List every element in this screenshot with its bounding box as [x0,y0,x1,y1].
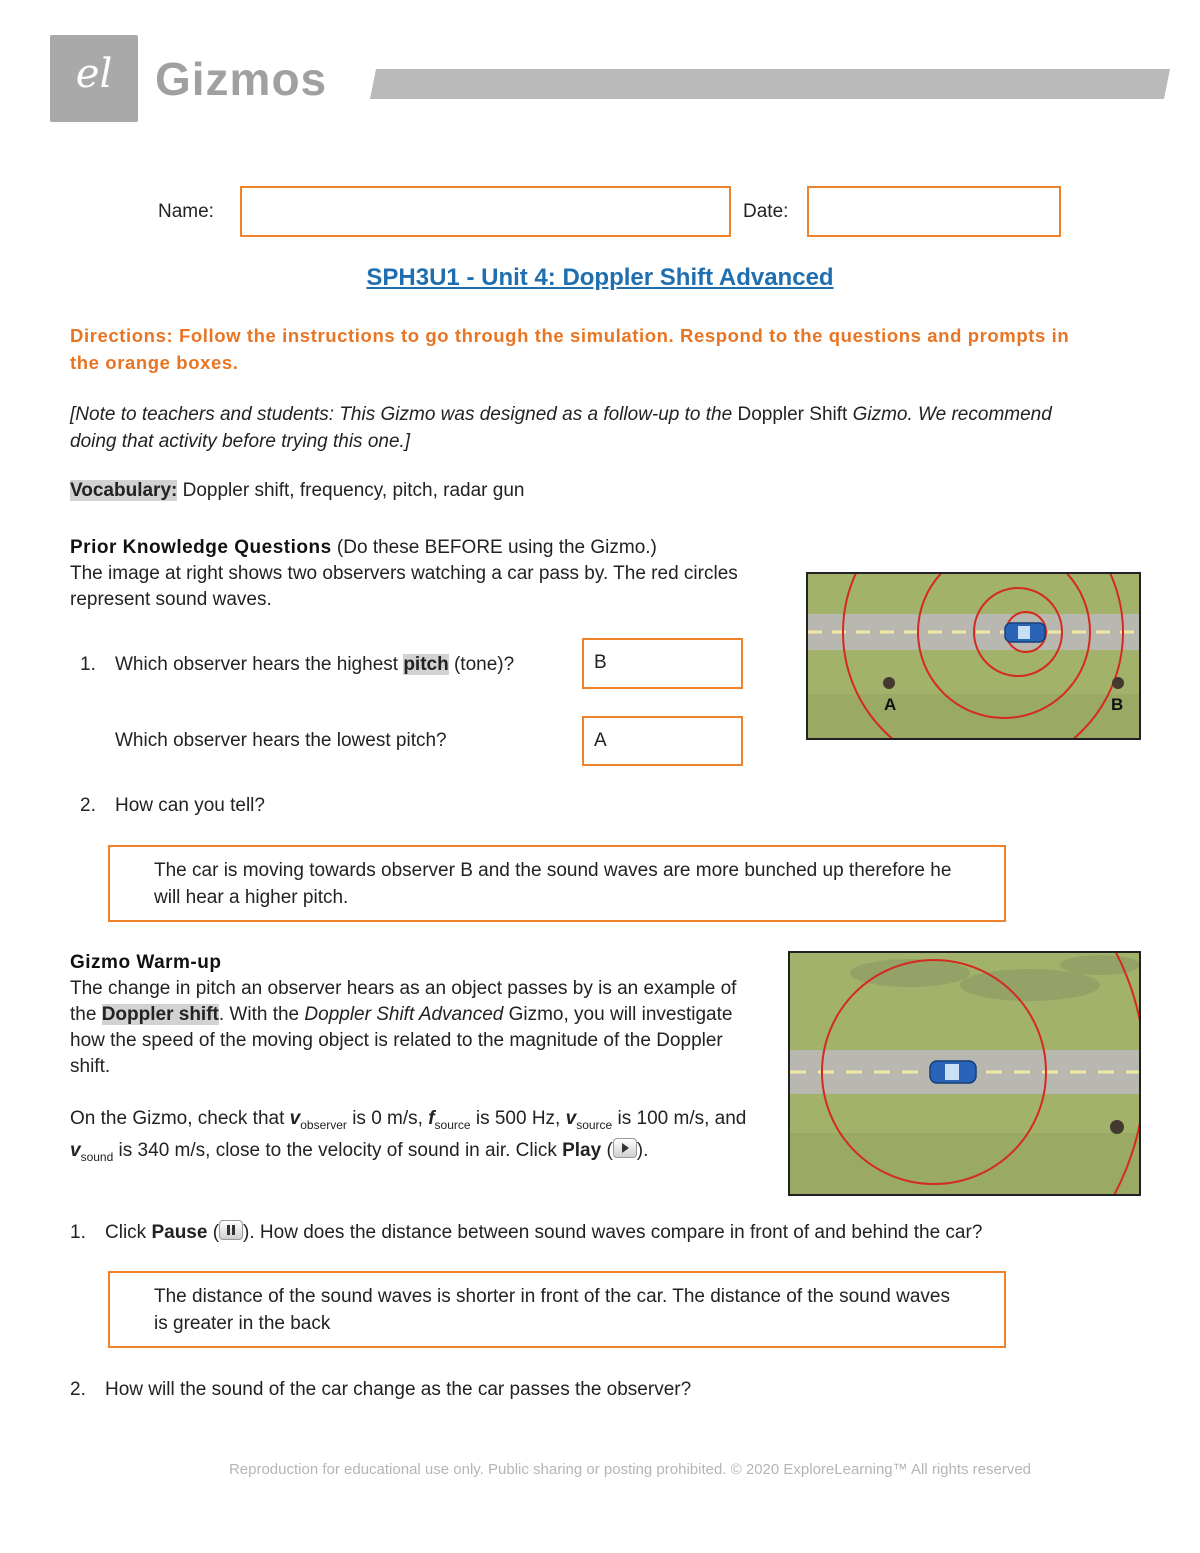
warmup-q1-a: Click [105,1222,152,1243]
warmup-p1-c: Gizmo, you will investigate how the speed of the moving object is related to the magnitude of the Doppler shift. [70,1004,733,1077]
header-bar [370,69,1170,99]
warmup-q1-number: 1. [70,1222,86,1243]
vocabulary-label: Vocabulary: [70,480,178,501]
prior-knowledge-section [70,535,770,613]
prior-q1b: Which observer hears the lowest pitch? [115,730,447,751]
name-field[interactable] [240,186,731,237]
warmup-p1-italic: Doppler Shift Advanced [304,1004,504,1025]
prior-q1-number: 1. [80,654,96,675]
play-icon [613,1138,637,1158]
prior-q2-answer[interactable]: The car is moving towards observer B and the sound waves are more bunched up therefore he will hear a higher pitch. [108,845,1006,922]
directions-text: Directions: Follow the instructions to go through the simulation. Respond to the questions and prompts in the orange boxes. [70,325,1070,373]
prior-heading: Prior Knowledge Questions [70,537,332,558]
observer-label-a: A [884,695,897,714]
prior-q1-text-b: (tone)? [448,654,515,675]
v-symbol-3: v [70,1139,81,1161]
prior-heading-note: (Do these BEFORE using the Gizmo.) [331,537,657,558]
warmup-p2-c: is 500 Hz, [470,1108,566,1129]
warmup-q1 [105,1220,1165,1246]
doppler-image-2 [790,953,1139,1194]
date-label: Date: [743,201,789,222]
prior-intro: The image at right shows two observers watching a car pass by. The red circles represent sound waves. [70,563,738,610]
warmup-section [70,950,760,1170]
prior-q1b-answer[interactable]: A [582,716,743,766]
pitch-highlight: pitch [403,654,449,675]
vocabulary-terms: Doppler shift, frequency, pitch, radar gun [177,480,525,501]
warmup-p1-a: The change in pitch an observer hears as an object passes by is an example of the [70,978,737,1025]
prior-q2-number: 2. [80,795,96,816]
sub-sound: sound [80,1149,114,1164]
warmup-p2-d: is 100 m/s, and [612,1108,747,1129]
doppler-shift-highlight: Doppler shift [101,1004,219,1025]
sub-source-2: source [576,1117,613,1132]
warmup-paragraph-2 [70,1106,760,1170]
warmup-q2-number: 2. [70,1379,86,1400]
warmup-heading: Gizmo Warm-up [70,952,222,973]
v-symbol-2: v [565,1108,577,1129]
note-part-a: [Note to teachers and students: This Gizmo was designed as a follow-up to the [70,404,738,425]
warmup-p2-g: ). [636,1139,649,1161]
warmup-p2-b: is 0 m/s, [346,1108,429,1129]
brand-name: Gizmos [155,53,328,105]
warmup-q1-answer[interactable]: The distance of the sound waves is shorter in front of the car. The distance of the sound waves is greater in the back [108,1271,1006,1348]
warmup-q1-c: ). How does the distance between sound waves compare in front of and behind the car? [243,1222,983,1243]
vocabulary [70,480,524,502]
footer-copyright: Reproduction for educational use only. Public sharing or posting prohibited. © 2020 ExploreLearning™ All rights reserved [228,1461,1032,1478]
warmup-q1-b: ( [207,1222,220,1243]
f-symbol: f [428,1108,435,1129]
warmup-p1-b: . With the [218,1004,305,1025]
warmup-p2-a: On the Gizmo, check that [70,1108,290,1129]
logo-text: el [75,51,113,97]
prior-simulation-image [806,572,1141,740]
prior-q2: How can you tell? [115,795,265,816]
warmup-q2: How will the sound of the car change as the car passes the observer? [105,1379,692,1400]
warmup-p2-e: is 340 m/s, close to the velocity of sound in air. Click [113,1139,563,1161]
observer-label-b: B [1111,695,1124,714]
page-title: SPH3U1 - Unit 4: Doppler Shift Advanced [366,264,834,291]
teacher-note [70,401,1090,455]
sub-source-1: source [434,1117,471,1132]
name-label: Name: [158,201,214,222]
prior-q1 [115,652,514,678]
play-label: Play [562,1139,602,1161]
prior-q1-answer[interactable]: B [582,638,743,689]
warmup-p2-f: ( [601,1139,613,1161]
doppler-image-1 [808,574,1139,738]
v-symbol-1: v [289,1108,301,1129]
pause-label: Pause [151,1222,208,1243]
warmup-simulation-image [788,951,1141,1196]
date-field[interactable] [807,186,1061,237]
explorelearning-logo [50,35,138,122]
sub-observer: observer [300,1117,347,1132]
note-part-c: Gizmo. We recommend doing that activity before trying this one.] [70,404,1052,452]
pause-icon [219,1220,243,1240]
warmup-paragraph-1 [70,976,760,1080]
prior-q1-text-a: Which observer hears the highest [115,654,404,675]
note-gizmo-name: Doppler Shift [737,404,848,425]
